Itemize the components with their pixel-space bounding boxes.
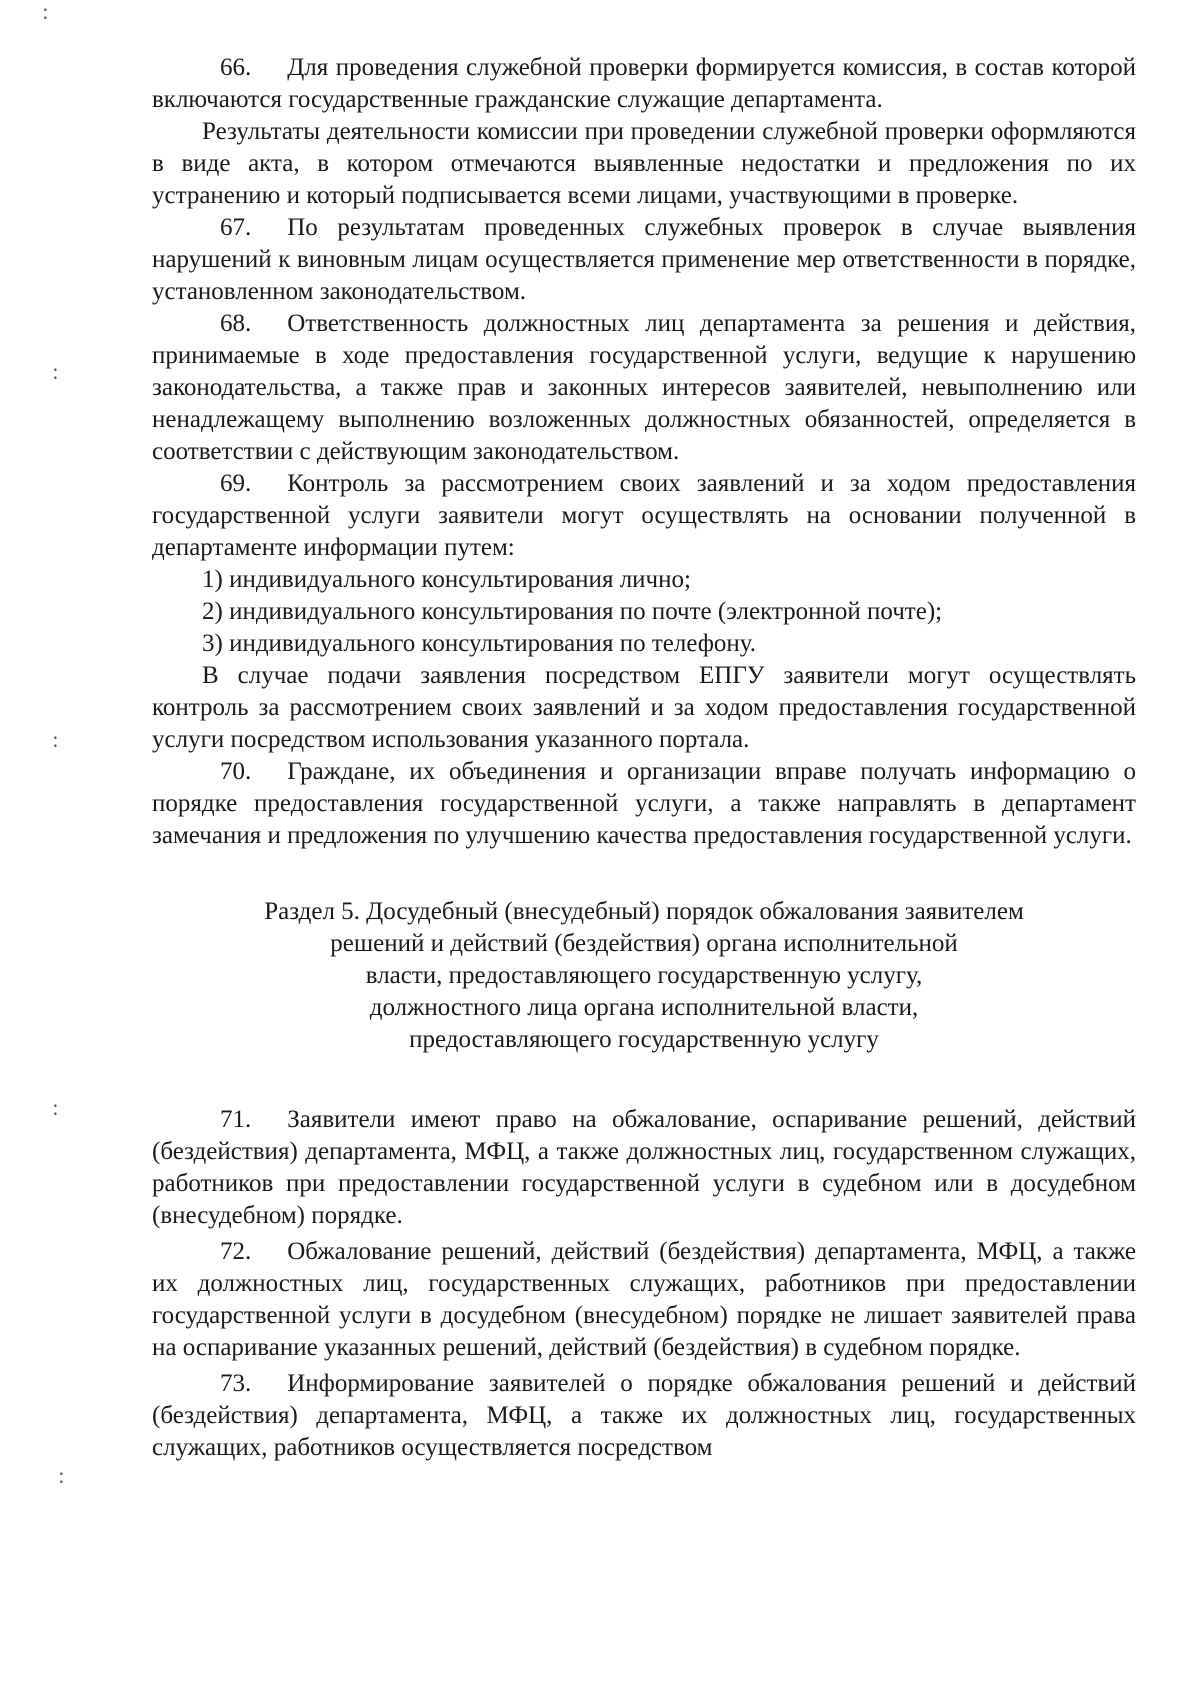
scan-mark: : [58, 1464, 65, 1488]
paragraph-number: 69. [220, 470, 252, 497]
paragraph-69 [152, 468, 1136, 564]
paragraph-73 [152, 1368, 1136, 1464]
paragraph-71 [152, 1104, 1136, 1232]
paragraph-text: Контроль за рассмотрением своих заявлений и за ходом предоставления государственной услуги заявители могут осуществлять на основании полученной в департаменте информации путем: [152, 470, 1136, 561]
list-item: 1) индивидуального консультирования лично; [202, 566, 691, 593]
paragraph-number: 70. [220, 758, 252, 785]
heading-line: решений и действий (бездействия) органа исполнительной [330, 930, 958, 957]
paragraph-72 [152, 1236, 1136, 1364]
list-item: 2) индивидуального консультирования по почте (электронной почте); [202, 598, 943, 625]
heading-line: должностного лица органа исполнительной власти, [369, 994, 919, 1021]
section-5-heading [152, 896, 1136, 1056]
paragraph-66-results: Результаты деятельности комиссии при проведении служебной проверки оформляются в виде акта, в котором отмечаются выявленные недостатки и предложения по их устранению и который подписывается всеми лицами, участвующими в проверке. [152, 118, 1136, 209]
paragraph-text: Ответственность должностных лиц департамента за решения и действия, принимаемые в ходе предоставления государственной услуги, ведущие к нарушению законодательства, а также прав и законных интересов заявителей, невыполнению или ненадлежащему выполнению возложенных должностных обязанностей, определяется в соответствии с действующим законодательством. [152, 310, 1136, 465]
paragraph-70 [152, 756, 1136, 852]
heading-line: Раздел 5. Досудебный (внесудебный) порядок обжалования заявителем [264, 898, 1024, 925]
heading-line: предоставляющего государственную услугу [409, 1026, 879, 1053]
paragraph-66 [152, 52, 1136, 116]
heading-line: власти, предоставляющего государственную услугу, [365, 962, 923, 989]
paragraph-text: Заявители имеют право на обжалование, оспаривание решений, действий (бездействия) департамента, МФЦ, а также должностных лиц, государственном служащих, работников при предоставлении государственной услуги в судебном или в досудебном (внесудебном) порядке. [152, 1106, 1136, 1229]
paragraph-number: 68. [220, 310, 252, 337]
scan-mark: : [42, 0, 49, 24]
paragraph-text: Граждане, их объединения и организации вправе получать информацию о порядке предоставления государственной услуги, а также направлять в департамент замечания и предложения по улучшению качества предоставления государственной услуги. [152, 758, 1136, 849]
scan-mark: : [52, 1096, 59, 1120]
paragraph-text: Для проведения служебной проверки формируется комиссия, в состав которой включаются государственные гражданские служащие департамента. [152, 54, 1136, 113]
paragraph-text: Информирование заявителей о порядке обжалования решений и действий (бездействия) департамента, МФЦ, а также их должностных лиц, государственных служащих, работников осуществляется посредством [152, 1370, 1136, 1461]
paragraph-68 [152, 308, 1136, 468]
scan-mark: : [52, 360, 59, 384]
document-body [152, 52, 1136, 1464]
paragraph-number: 72. [220, 1238, 252, 1265]
scan-mark: : [52, 728, 59, 752]
paragraph-69-epgu: В случае подачи заявления посредством ЕПГУ заявители могут осуществлять контроль за рассмотрением своих заявлений и за ходом предоставления государственной услуги посредством использования указанного портала. [152, 662, 1136, 753]
paragraph-number: 67. [220, 214, 252, 241]
paragraph-number: 66. [220, 54, 252, 81]
paragraph-text: По результатам проведенных служебных проверок в случае выявления нарушений к виновным лицам осуществляется применение мер ответственности в порядке, установленном законодательством. [152, 214, 1136, 305]
paragraph-67 [152, 212, 1136, 308]
list-item: 3) индивидуального консультирования по телефону. [202, 630, 757, 657]
paragraph-number: 71. [220, 1106, 252, 1133]
paragraph-number: 73. [220, 1370, 252, 1397]
paragraph-text: Обжалование решений, действий (бездействия) департамента, МФЦ, а также их должностных лиц, государственных служащих, работников при предоставлении государственной услуги в досудебном (внесудебном) порядке не лишает заявителей права на оспаривание указанных решений, действий (бездействия) в судебном порядке. [152, 1238, 1136, 1361]
